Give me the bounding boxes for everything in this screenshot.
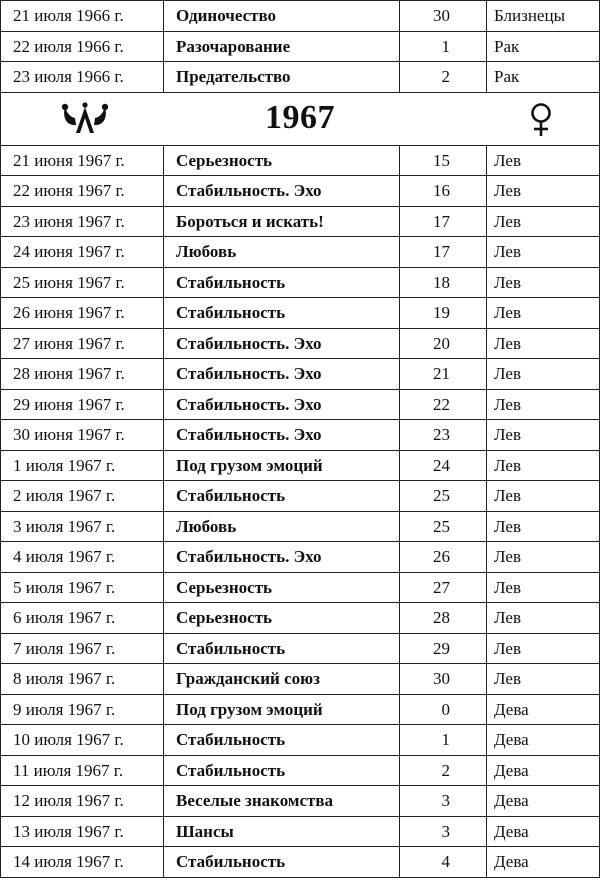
zodiac-sign-cell: Рак: [487, 31, 600, 62]
event-name-cell: Разочарование: [164, 31, 400, 62]
table-row: [1, 145, 600, 176]
date-cell: 14 июля 1967 г.: [1, 847, 164, 878]
number-cell: 4: [400, 847, 487, 878]
date-cell: 7 июля 1967 г.: [1, 633, 164, 664]
zodiac-sign-cell: Лев: [487, 664, 600, 695]
event-name-cell: Стабильность: [164, 481, 400, 512]
number-cell: 17: [400, 206, 487, 237]
number-cell: 28: [400, 603, 487, 634]
date-cell: 25 июня 1967 г.: [1, 267, 164, 298]
table-row: [1, 450, 600, 481]
event-name-cell: Любовь: [164, 237, 400, 268]
zodiac-sign-cell: Близнецы: [487, 1, 600, 32]
table-body-1966: [1, 1, 600, 93]
zodiac-sign-cell: Лев: [487, 359, 600, 390]
event-name-cell: Стабильность. Эхо: [164, 542, 400, 573]
number-cell: 18: [400, 267, 487, 298]
number-cell: 16: [400, 176, 487, 207]
zodiac-sign-cell: Дева: [487, 786, 600, 817]
year-title: 1967: [265, 98, 335, 136]
number-cell: 30: [400, 1, 487, 32]
event-name-cell: Бороться и искать!: [164, 206, 400, 237]
table-row: [1, 328, 600, 359]
number-cell: 27: [400, 572, 487, 603]
date-cell: 5 июля 1967 г.: [1, 572, 164, 603]
event-name-cell: Стабильность: [164, 267, 400, 298]
zodiac-sign-cell: Лев: [487, 328, 600, 359]
venus-symbol-icon: [527, 102, 555, 138]
date-cell: 23 июля 1966 г.: [1, 62, 164, 93]
event-name-cell: Стабильность: [164, 847, 400, 878]
date-cell: 9 июля 1967 г.: [1, 694, 164, 725]
number-cell: 3: [400, 816, 487, 847]
event-name-cell: Стабильность. Эхо: [164, 176, 400, 207]
date-cell: 26 июня 1967 г.: [1, 298, 164, 329]
date-cell: 28 июня 1967 г.: [1, 359, 164, 390]
event-name-cell: Гражданский союз: [164, 664, 400, 695]
table-row: [1, 1, 600, 32]
zodiac-sign-cell: Лев: [487, 298, 600, 329]
zodiac-sign-cell: Лев: [487, 450, 600, 481]
table-row: [1, 816, 600, 847]
date-cell: 21 июня 1967 г.: [1, 145, 164, 176]
event-name-cell: Предательство: [164, 62, 400, 93]
zodiac-sign-cell: Лев: [487, 267, 600, 298]
table-row: [1, 633, 600, 664]
year-header-section: [1, 92, 600, 145]
table-row: [1, 664, 600, 695]
table-row: [1, 786, 600, 817]
date-cell: 3 июля 1967 г.: [1, 511, 164, 542]
number-cell: 22: [400, 389, 487, 420]
zodiac-sign-cell: Лев: [487, 481, 600, 512]
zodiac-sign-cell: Лев: [487, 511, 600, 542]
date-cell: 29 июня 1967 г.: [1, 389, 164, 420]
table-row: [1, 603, 600, 634]
event-name-cell: Одиночество: [164, 1, 400, 32]
zodiac-sign-cell: Дева: [487, 694, 600, 725]
event-name-cell: Стабильность. Эхо: [164, 328, 400, 359]
zodiac-sign-cell: Лев: [487, 572, 600, 603]
number-cell: 21: [400, 359, 487, 390]
table-row: [1, 847, 600, 878]
table-row: [1, 31, 600, 62]
zodiac-sign-cell: Дева: [487, 755, 600, 786]
number-cell: 2: [400, 755, 487, 786]
zodiac-sign-cell: Лев: [487, 145, 600, 176]
event-name-cell: Серьезность: [164, 603, 400, 634]
table-row: [1, 481, 600, 512]
number-cell: 25: [400, 511, 487, 542]
zodiac-sign-cell: Лев: [487, 389, 600, 420]
event-name-cell: Стабильность: [164, 633, 400, 664]
number-cell: 3: [400, 786, 487, 817]
table-row: [1, 511, 600, 542]
year-header-cell: [1, 92, 600, 145]
date-cell: 23 июня 1967 г.: [1, 206, 164, 237]
date-cell: 27 июня 1967 г.: [1, 328, 164, 359]
number-cell: 2: [400, 62, 487, 93]
event-name-cell: Стабильность. Эхо: [164, 359, 400, 390]
number-cell: 26: [400, 542, 487, 573]
date-cell: 2 июля 1967 г.: [1, 481, 164, 512]
table-row: [1, 389, 600, 420]
date-cell: 22 июня 1967 г.: [1, 176, 164, 207]
date-cell: 30 июня 1967 г.: [1, 420, 164, 451]
year-header-row: [1, 92, 600, 145]
table-row: [1, 725, 600, 756]
event-name-cell: Стабильность: [164, 298, 400, 329]
table-row: [1, 206, 600, 237]
date-cell: 11 июля 1967 г.: [1, 755, 164, 786]
number-cell: 1: [400, 31, 487, 62]
zodiac-sign-cell: Лев: [487, 603, 600, 634]
zodiac-sign-cell: Лев: [487, 420, 600, 451]
event-name-cell: Стабильность. Эхо: [164, 389, 400, 420]
zodiac-sign-cell: Лев: [487, 176, 600, 207]
event-name-cell: Любовь: [164, 511, 400, 542]
event-name-cell: Веселые знакомства: [164, 786, 400, 817]
number-cell: 0: [400, 694, 487, 725]
table-row: [1, 62, 600, 93]
table-body-1967: [1, 145, 600, 877]
event-name-cell: Серьезность: [164, 145, 400, 176]
zodiac-sign-cell: Дева: [487, 816, 600, 847]
zodiac-sign-cell: Дева: [487, 725, 600, 756]
date-cell: 1 июля 1967 г.: [1, 450, 164, 481]
table-row: [1, 755, 600, 786]
date-cell: 22 июля 1966 г.: [1, 31, 164, 62]
date-cell: 8 июля 1967 г.: [1, 664, 164, 695]
date-cell: 12 июля 1967 г.: [1, 786, 164, 817]
zodiac-sign-cell: Рак: [487, 62, 600, 93]
event-name-cell: Под грузом эмоций: [164, 694, 400, 725]
table-row: [1, 694, 600, 725]
zodiac-sign-cell: Лев: [487, 206, 600, 237]
zodiac-sign-cell: Лев: [487, 633, 600, 664]
event-name-cell: Стабильность: [164, 755, 400, 786]
date-cell: 21 июля 1966 г.: [1, 1, 164, 32]
event-name-cell: Стабильность. Эхо: [164, 420, 400, 451]
event-name-cell: Шансы: [164, 816, 400, 847]
table-row: [1, 420, 600, 451]
number-cell: 29: [400, 633, 487, 664]
table-row: [1, 542, 600, 573]
number-cell: 17: [400, 237, 487, 268]
date-cell: 10 июля 1967 г.: [1, 725, 164, 756]
zodiac-sign-cell: Лев: [487, 542, 600, 573]
number-cell: 19: [400, 298, 487, 329]
event-name-cell: Серьезность: [164, 572, 400, 603]
number-cell: 15: [400, 145, 487, 176]
table-row: [1, 176, 600, 207]
number-cell: 24: [400, 450, 487, 481]
number-cell: 23: [400, 420, 487, 451]
number-cell: 20: [400, 328, 487, 359]
table-row: [1, 237, 600, 268]
zodiac-sign-cell: Дева: [487, 847, 600, 878]
date-cell: 24 июня 1967 г.: [1, 237, 164, 268]
table-row: [1, 267, 600, 298]
number-cell: 30: [400, 664, 487, 695]
zodiac-sign-cell: Лев: [487, 237, 600, 268]
event-name-cell: Под грузом эмоций: [164, 450, 400, 481]
number-cell: 25: [400, 481, 487, 512]
date-cell: 13 июля 1967 г.: [1, 816, 164, 847]
event-name-cell: Стабильность: [164, 725, 400, 756]
table-row: [1, 298, 600, 329]
date-cell: 4 июля 1967 г.: [1, 542, 164, 573]
number-cell: 1: [400, 725, 487, 756]
table-row: [1, 359, 600, 390]
date-cell: 6 июля 1967 г.: [1, 603, 164, 634]
table-row: [1, 572, 600, 603]
